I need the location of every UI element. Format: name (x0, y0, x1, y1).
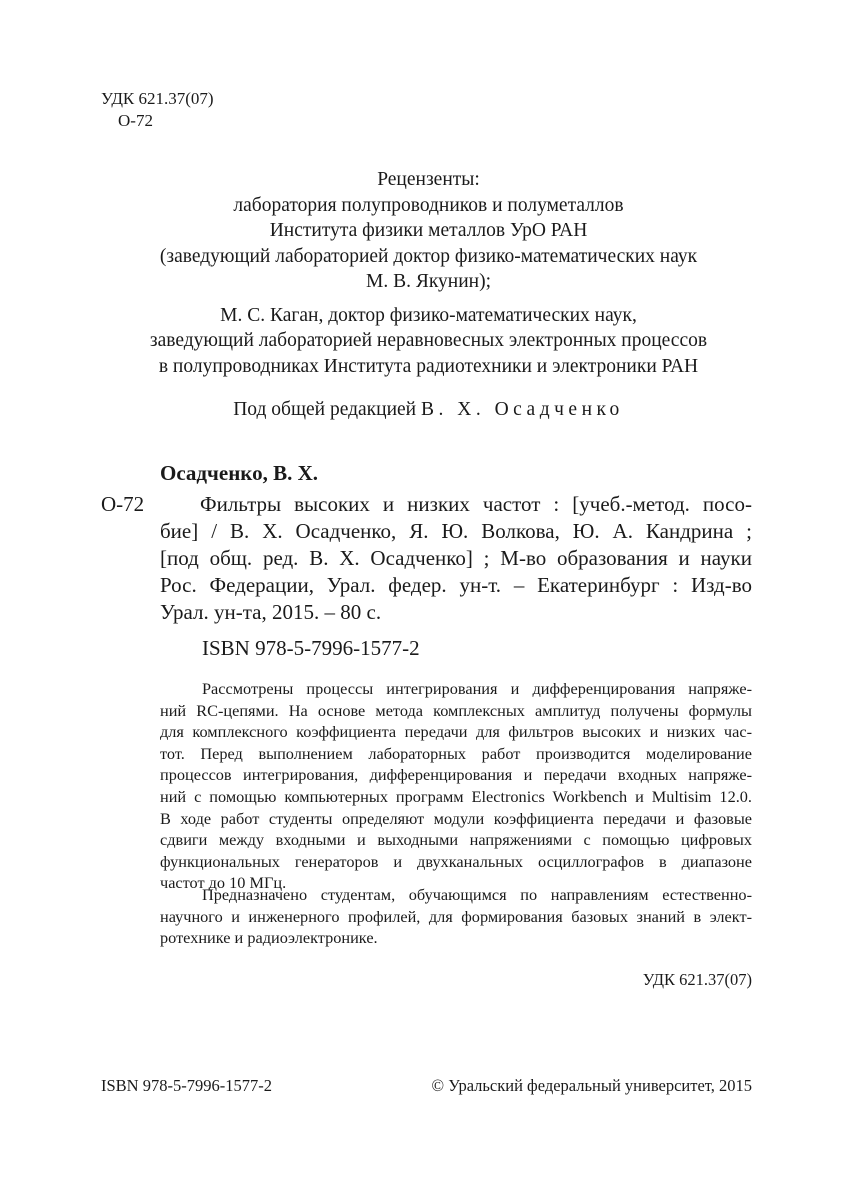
abstract-line: частот до 10 МГц. (160, 873, 287, 893)
editor-prefix: Под общей редакцией (233, 399, 417, 420)
abstract-line: функциональных генераторов и двухканальных осциллографов в диапазоне (160, 851, 752, 871)
footer-isbn: ISBN 978-5-7996-1577-2 (101, 1076, 272, 1095)
author-mark: О-72 (118, 111, 153, 130)
abstract-line: ний с помощью компьютерных программ Electronics Workbench и Multisim 12.0. (160, 786, 752, 806)
reviewers-block (0, 167, 857, 379)
reviewer-2-line: М. С. Каган, доктор физико-математических наук, (220, 304, 637, 326)
abstract-line: Предназначено студентам, обучающимся по направлениям естественно- (202, 885, 752, 904)
catalog-description (160, 491, 752, 626)
reviewer-1-line: лаборатория полупроводников и полуметаллов (233, 194, 624, 216)
description-line: бие] / В. Х. Осадченко, Я. Ю. Волкова, Ю. А. Кандрина ; (160, 519, 752, 543)
abstract-paragraph-1 (160, 678, 752, 894)
description-line: Урал. ун-та, 2015. – 80 с. (160, 600, 382, 624)
reviewer-2-line: заведующий лабораторией неравновесных электронных процессов (149, 330, 708, 351)
editor-name: В. Х. Осадченко (420, 399, 624, 420)
abstract-line: процессов интегрирования, дифференцирования и передачи входных напряже- (160, 765, 752, 785)
reviewer-1 (0, 193, 857, 295)
footer-copyright: © Уральский федеральный университет, 2015 (431, 1076, 752, 1095)
abstract-line: ний RC-цепями. На основе метода комплексных амплитуд получены формулы (160, 700, 752, 720)
reviewer-1-line: М. В. Якунин); (365, 271, 492, 292)
description-line: Фильтры высоких и низких частот : [учеб.-метод. посо- (200, 492, 752, 516)
reviewers-title: Рецензенты: (377, 169, 480, 190)
description-line: Рос. Федерации, Урал. федер. ун-т. – Екатеринбург : Изд-во (160, 573, 752, 597)
abstract-line: научного и инженерного профилей, для формирования базовых знаний в элект- (160, 906, 752, 926)
udk-bottom: УДК 621.37(07) (642, 970, 752, 989)
catalog-code: О-72 (101, 492, 145, 516)
reviewer-1-line: (заведующий лабораторией доктор физико-математических наук (159, 245, 698, 267)
description-line: [под общ. ред. В. Х. Осадченко] ; М-во образования и науки (160, 546, 752, 570)
abstract-line: тот. Перед выполнением лабораторных работ производится моделирование (160, 743, 752, 763)
reviewer-2-line: в полупроводниках Института радиотехники и электроники РАН (158, 355, 699, 377)
abstract-paragraph-2 (160, 884, 752, 949)
abstract-line: В ходе работ студенты определяют модули коэффициента передачи и фазовые (160, 808, 752, 828)
catalog-author: Осадченко, В. Х. (160, 461, 319, 485)
catalog-isbn: ISBN 978-5-7996-1577-2 (202, 636, 420, 660)
reviewer-1-line: Института физики металлов УрО РАН (269, 220, 588, 241)
reviewer-2 (0, 303, 857, 380)
abstract-line: Рассмотрены процессы интегрирования и дифференцирования напряже- (202, 679, 752, 698)
udk-code: УДК 621.37(07) (101, 89, 214, 108)
abstract-line: ротехнике и радиоэлектронике. (160, 928, 378, 948)
udk-header (101, 88, 214, 132)
abstract-line: сдвиги между входными и выходными напряжениями с помощью цифровых (160, 830, 752, 850)
abstract-line: для комплексного коэффициента передачи для фильтров высоких и низких час- (160, 722, 752, 742)
editor-line (0, 397, 857, 423)
